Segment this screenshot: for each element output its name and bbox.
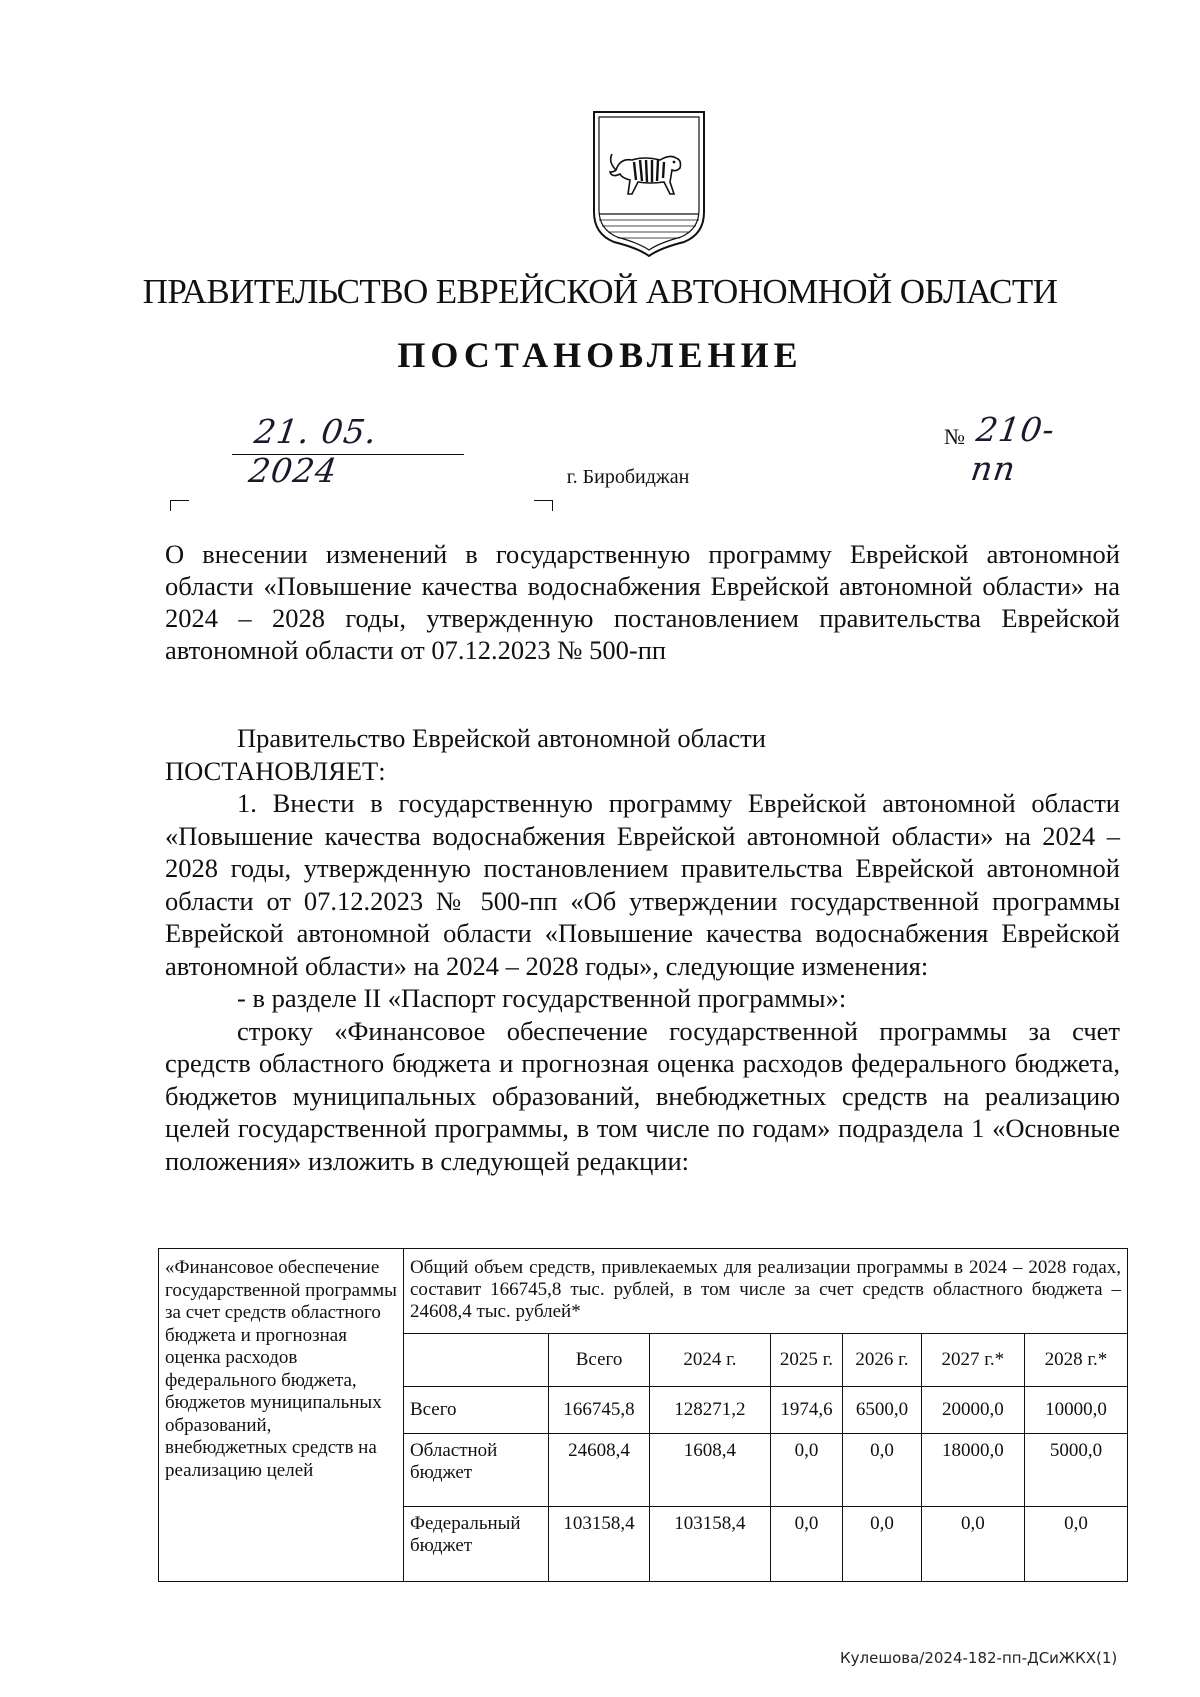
- document-number-field: [944, 410, 1084, 488]
- row-label: Всего: [403, 1387, 548, 1434]
- table-cell: 5000,0: [1024, 1434, 1127, 1507]
- table-cell: 103158,4: [649, 1507, 770, 1582]
- preamble: Правительство Еврейской автономной области: [237, 723, 766, 753]
- document-type-title: ПОСТАНОВЛЕНИЕ: [397, 335, 803, 375]
- city-label: г. Биробиджан: [566, 466, 690, 488]
- column-header: 2028 г.*: [1024, 1334, 1127, 1387]
- table-row: [159, 1249, 1128, 1334]
- row-instruction: строку «Финансовое обеспечение государственной программы за счет средств областного бюджета и прогнозная оценка расходов федерального бюджета, бюджетов муниципальных образований, внебюджетных средств на реализацию целей государственной программы, в том числе по годам» подраздела 1 «Основные положения» изложить в следующей редакции:: [165, 1015, 1120, 1176]
- section-reference: - в разделе II «Паспорт государственной программы»:: [237, 983, 847, 1013]
- table-cell: 0,0: [843, 1507, 922, 1582]
- corner-mark-right: [534, 500, 553, 511]
- resolves-heading: ПОСТАНОВЛЯЕТ:: [165, 755, 386, 786]
- date-field: [232, 412, 464, 490]
- financing-summary-cell: Общий объем средств, привлекаемых для реализации программы в 2024 – 2028 годах, составит 166745,8 тыс. рублей, в том числе за счет средств областного бюджета – 24608,4 тыс. рублей*: [403, 1249, 1127, 1334]
- column-header: 2024 г.: [649, 1334, 770, 1387]
- table-cell: 0,0: [843, 1434, 922, 1507]
- column-header: Всего: [549, 1334, 650, 1387]
- column-header: 2027 г.*: [921, 1334, 1024, 1387]
- table-cell: 166745,8: [549, 1387, 650, 1434]
- handwritten-date: 21. 05. 2024: [246, 412, 380, 490]
- coat-of-arms-tiger-icon: [588, 108, 710, 258]
- row-label: Областной бюджет: [403, 1434, 548, 1507]
- handwritten-number: 210-пп: [968, 410, 1058, 488]
- table-cell: 0,0: [770, 1507, 842, 1582]
- financing-table: [158, 1248, 1128, 1582]
- document-subject: О внесении изменений в государственную программу Еврейской автономной области «Повышение качества водоснабжения Еврейской автономной области» на 2024 – 2028 годы, утвержденную постановлением правительства Еврейской автономной области от 07.12.2023 № 500-пп: [165, 539, 1120, 665]
- footer-reference: Кулешова/2024-182-пп-ДСиЖКХ(1): [840, 1649, 1118, 1667]
- table-cell: 1974,6: [770, 1387, 842, 1434]
- number-sign: №: [944, 424, 965, 449]
- corner-mark-left: [170, 500, 189, 511]
- table-cell: 128271,2: [649, 1387, 770, 1434]
- table-cell: 103158,4: [549, 1507, 650, 1582]
- table-cell: 6500,0: [843, 1387, 922, 1434]
- table-cell: 20000,0: [921, 1387, 1024, 1434]
- column-header: 2025 г.: [770, 1334, 842, 1387]
- table-cell: 24608,4: [549, 1434, 650, 1507]
- financing-label-cell: «Финансовое обеспечение государственной программы за счет средств областного бюджета и прогнозная оценка расходов федерального бюджета, бюджетов муниципальных образований, внебюджетных средств на реализацию целей: [159, 1249, 404, 1582]
- table-cell: 18000,0: [921, 1434, 1024, 1507]
- table-cell: 0,0: [770, 1434, 842, 1507]
- column-header: 2026 г.: [843, 1334, 922, 1387]
- row-label: Федеральный бюджет: [403, 1507, 548, 1582]
- column-header: [403, 1334, 548, 1387]
- table-cell: 10000,0: [1024, 1387, 1127, 1434]
- table-cell: 1608,4: [649, 1434, 770, 1507]
- organization-title: ПРАВИТЕЛЬСТВО ЕВРЕЙСКОЙ АВТОНОМНОЙ ОБЛАСТИ: [142, 272, 1058, 311]
- document-body: [165, 722, 1120, 1177]
- table-cell: 0,0: [1024, 1507, 1127, 1582]
- item-1: 1. Внести в государственную программу Еврейской автономной области «Повышение качества водоснабжения Еврейской автономной области» на 2024 – 2028 годы, утвержденную постановлением правительства Еврейской автономной области от 07.12.2023 № 500-пп «Об утверждении государственной программы Еврейской автономной области «Повышение качества водоснабжения Еврейской автономной области» на 2024 – 2028 годы», следующие изменения:: [165, 788, 1120, 981]
- table-cell: 0,0: [921, 1507, 1024, 1582]
